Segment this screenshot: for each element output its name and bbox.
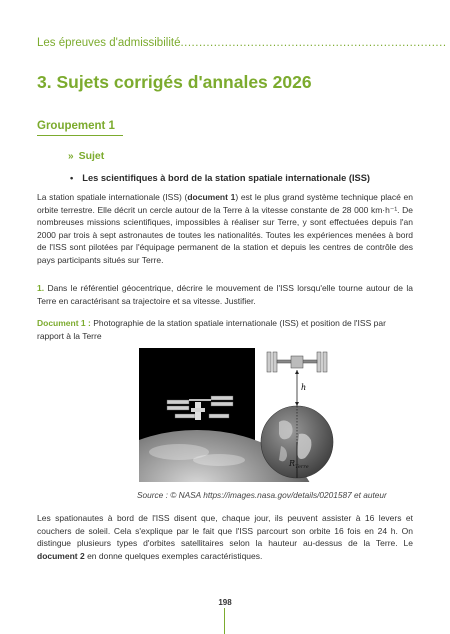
document-2-reference: document 2 (37, 550, 85, 561)
sujet-heading (68, 150, 104, 162)
topic-title: Les scientifiques à bord de la station spatiale internationale (ISS) (82, 173, 371, 183)
closing-text-end: en donne quelques exemples caractéristiques. (84, 550, 263, 561)
question-1 (37, 282, 413, 307)
question-number: 1. (37, 283, 45, 293)
section-underline (37, 135, 123, 136)
topic-bullet (70, 173, 370, 183)
intro-paragraph (37, 191, 413, 267)
section-title: Groupement 1 (37, 120, 115, 132)
figure-source: Source : © NASA https://images.nasa.gov/details/0201587 et auteur (137, 490, 387, 500)
running-header (37, 37, 447, 49)
radius-label: $R_{Terre}$ (289, 459, 309, 470)
page-number: 198 (218, 598, 232, 607)
chapter-title: 3. Sujets corrigés d'annales 2026 (37, 72, 312, 92)
footer-rule (224, 608, 225, 634)
sujet-heading-label: Sujet (78, 150, 105, 162)
iss-icon (267, 352, 327, 372)
bullet-icon: • (70, 173, 74, 183)
running-header-dots: ........................................................................ (180, 37, 447, 49)
double-chevron-right-icon: » (68, 151, 74, 162)
document-1-caption-text: Photographie de la station spatiale internationale (ISS) et position de l'ISS par rapport à la Terre (37, 318, 386, 341)
altitude-label: h (301, 383, 307, 392)
document-1-caption (37, 317, 413, 342)
intro-text-start: La station spatiale internationale (ISS) ( (37, 192, 188, 202)
iss-photo-and-diagram (139, 342, 339, 482)
orbit-diagram (261, 352, 333, 478)
question-text: Dans le référentiel géocentrique, décrire le mouvement de l'ISS lorsqu'elle tourne autour de la Terre en caractérisant sa trajectoire et sa vitesse. Justifier. (37, 283, 413, 306)
document-1-figure (139, 342, 339, 482)
document-1-label: Document 1 : (37, 318, 91, 328)
document-1-reference: document 1 (187, 192, 236, 202)
intro-text-end: ) est le plus grand système technique placé en orbite terrestre. Elle décrit un cercle autour de la Terre à la vitesse constante de 28 000 km·h⁻¹. De nombreuses missions scientifiques, impossibles à réaliser sur Terre, y sont effectuées depuis l'an 2000 par trois à sept astronautes de toutes les nationalités. Toutes les expériences menées à bord de l'ISS sont pilotées par l'équipage permanent de la station et depuis les centres de contrôle des pays participants situés sur Terre. (37, 192, 413, 265)
closing-text-start: Les spationautes à bord de l'ISS disent que, chaque jour, ils peuvent assister à 16 levers et couchers de soleil. Cela s'explique par le fait que l'ISS parcourt son orbite 16 fois en 24 h. On distingue plusieurs types d'orbites satellitaires selon la hauteur au-dessus de la Terre. Le (37, 513, 413, 549)
closing-paragraph (37, 512, 413, 562)
running-header-title: Les épreuves d'admissibilité (37, 37, 181, 49)
